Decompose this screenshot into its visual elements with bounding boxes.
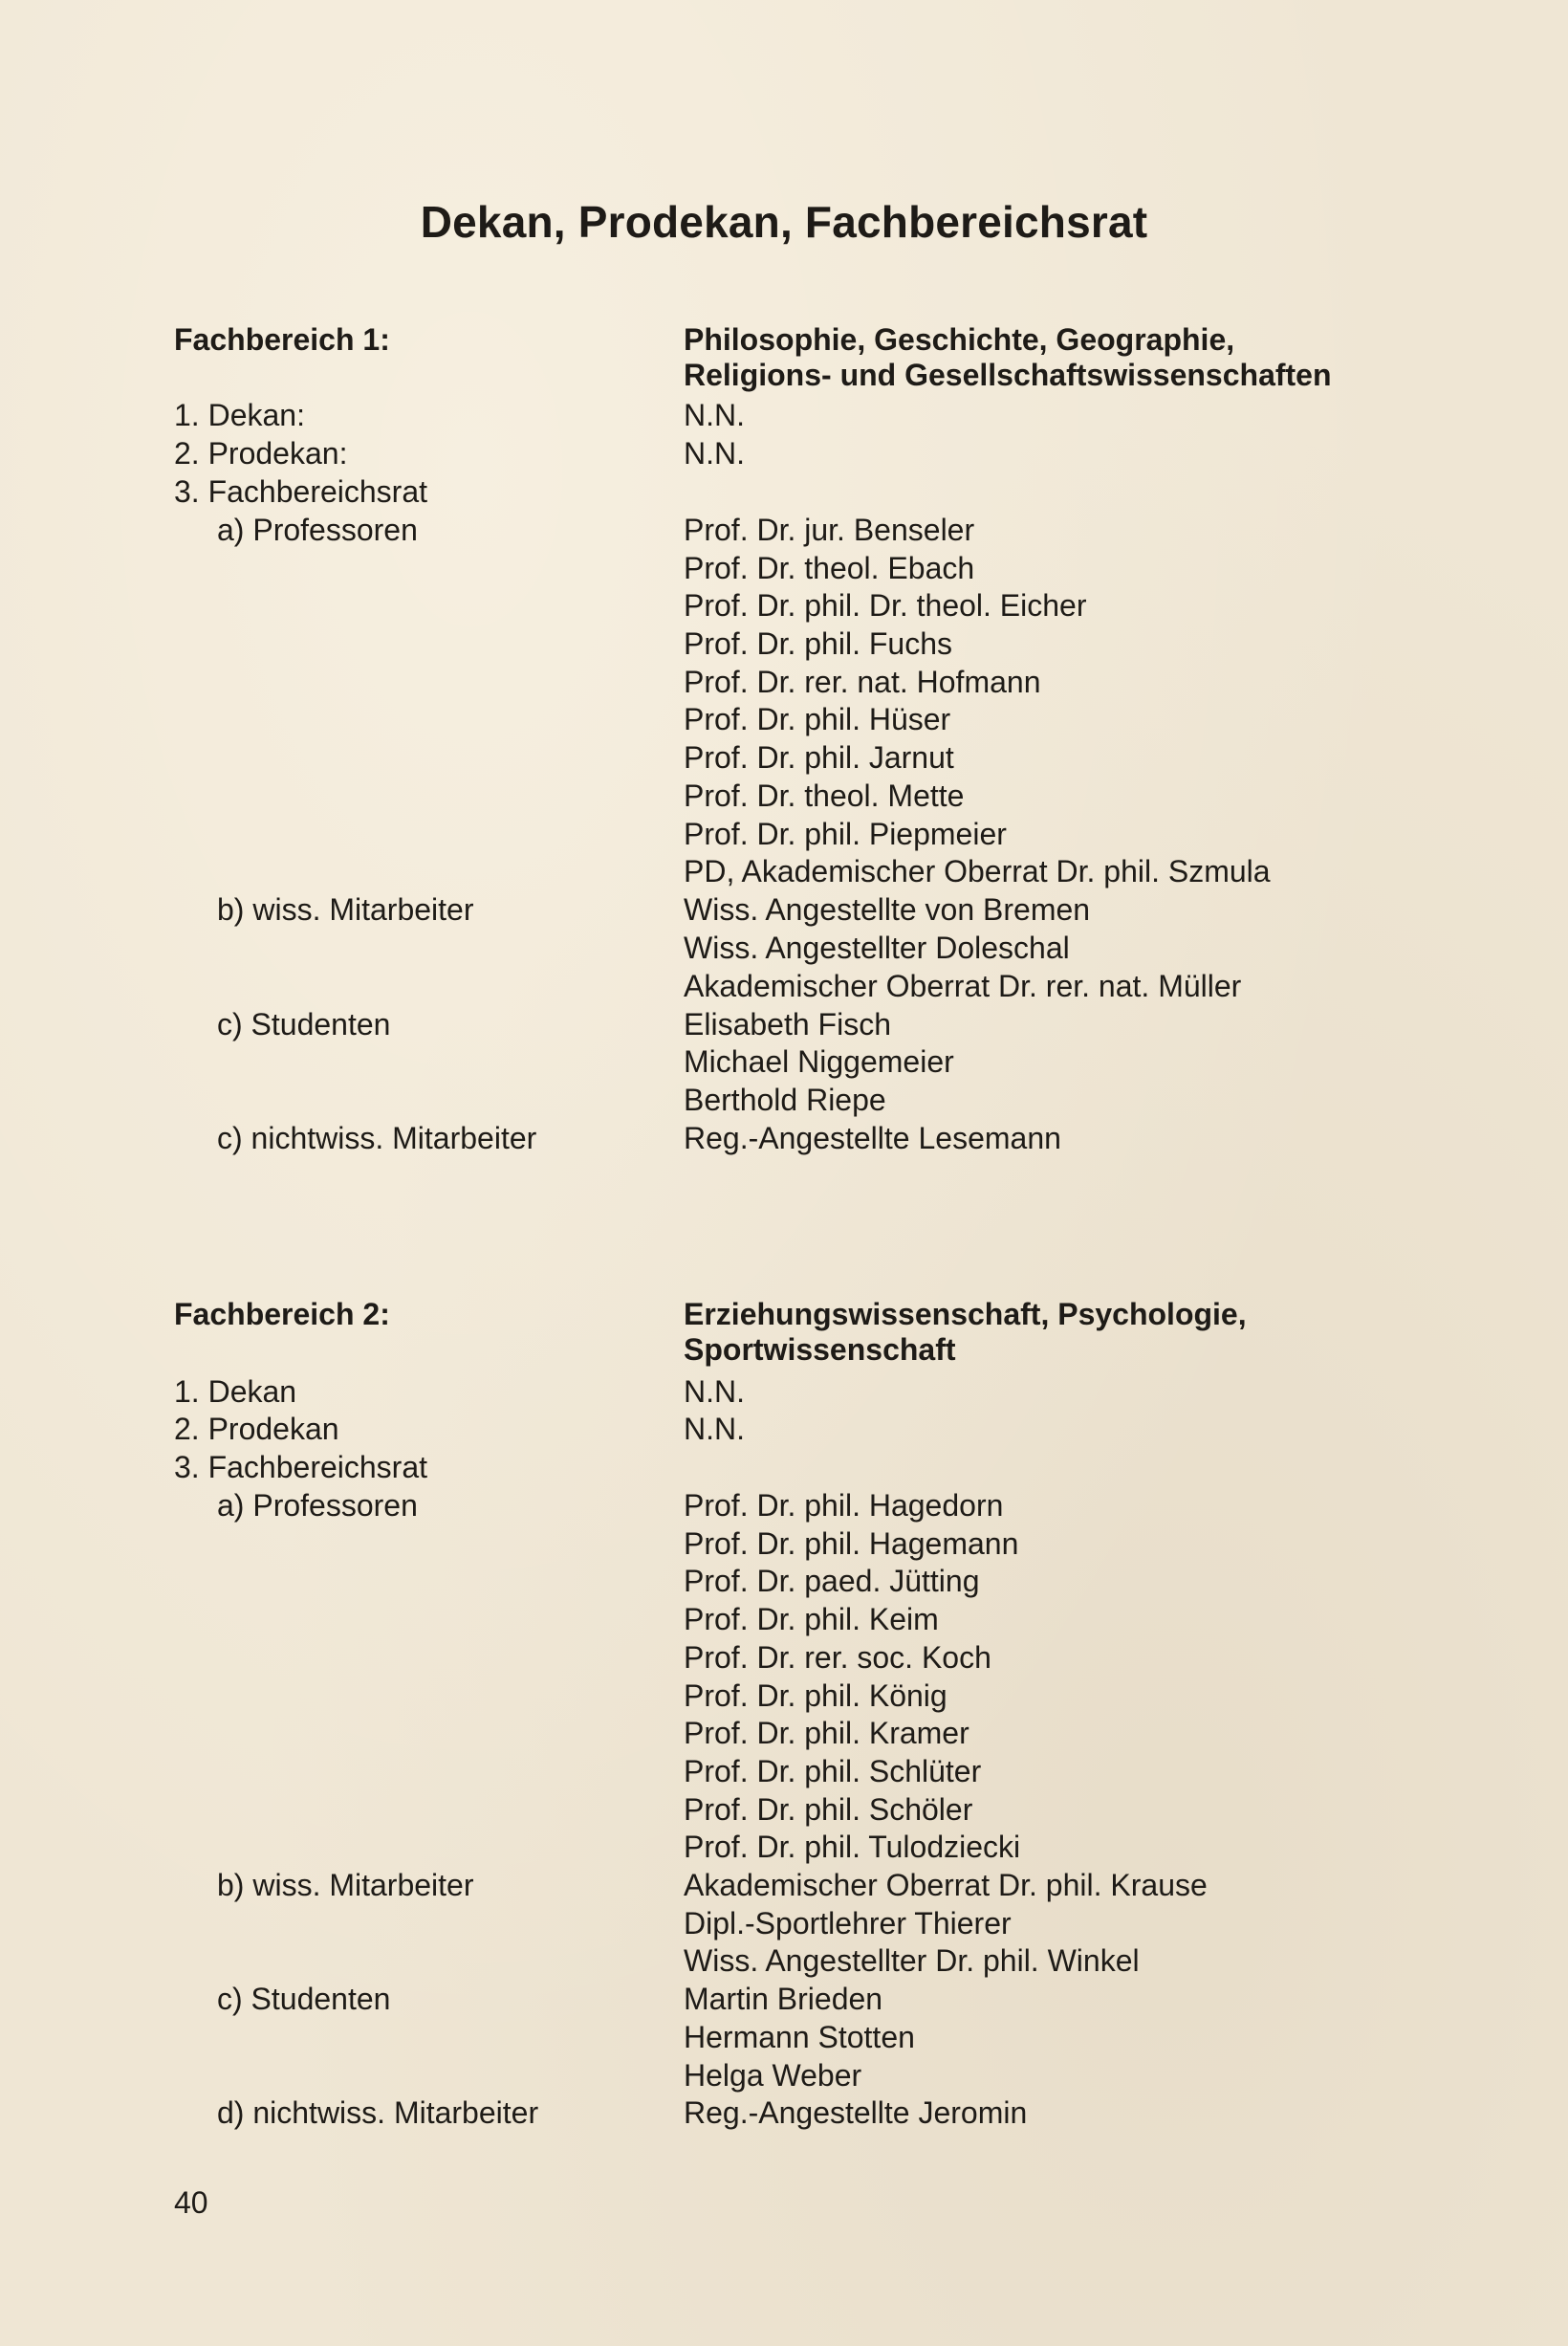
prodekan-value: N.N. bbox=[684, 436, 745, 471]
list-item: Prof. Dr. theol. Mette bbox=[684, 778, 965, 813]
list-item: Prof. Dr. phil. Dr. theol. Eicher bbox=[684, 588, 1087, 623]
list-item: Akademischer Oberrat Dr. rer. nat. Müller bbox=[684, 969, 1242, 1003]
list-item: Prof. Dr. phil. Hagedorn bbox=[684, 1488, 1004, 1523]
wiss-mitarbeiter-label: b) wiss. Mitarbeiter bbox=[217, 892, 474, 927]
page-number: 40 bbox=[174, 2185, 208, 2220]
prodekan-value: N.N. bbox=[684, 1412, 745, 1446]
list-item: Prof. Dr. theol. Ebach bbox=[684, 551, 975, 585]
list-item: Prof. Dr. phil. Kramer bbox=[684, 1716, 969, 1750]
list-item: Wiss. Angestellter Doleschal bbox=[684, 931, 1070, 965]
prodekan-label: 2. Prodekan bbox=[174, 1412, 339, 1446]
list-item: Wiss. Angestellte von Bremen bbox=[684, 892, 1091, 927]
list-item: Hermann Stotten bbox=[684, 2020, 915, 2054]
list-item: Prof. Dr. phil. König bbox=[684, 1678, 947, 1713]
list-item: Elisabeth Fisch bbox=[684, 1007, 891, 1041]
list-item: Berthold Riepe bbox=[684, 1083, 886, 1117]
list-item: Prof. Dr. paed. Jütting bbox=[684, 1564, 980, 1598]
nichtwiss-mitarbeiter-label: d) nichtwiss. Mitarbeiter bbox=[217, 2095, 539, 2130]
list-item: Akademischer Oberrat Dr. phil. Krause bbox=[684, 1868, 1208, 1902]
nichtwiss-mitarbeiter-label: c) nichtwiss. Mitarbeiter bbox=[217, 1121, 537, 1155]
fachbereichsrat-label: 3. Fachbereichsrat bbox=[174, 1450, 428, 1484]
list-item: Prof. Dr. rer. soc. Koch bbox=[684, 1640, 991, 1675]
list-item: Prof. Dr. phil. Schöler bbox=[684, 1792, 973, 1827]
section-subject-line-2: Religions- und Gesellschaftswissenschaften bbox=[684, 358, 1332, 392]
list-item: Prof. Dr. phil. Schlüter bbox=[684, 1754, 982, 1788]
list-item: Prof. Dr. phil. Fuchs bbox=[684, 626, 952, 661]
professoren-label: a) Professoren bbox=[217, 513, 418, 547]
studenten-label: c) Studenten bbox=[217, 1982, 391, 2016]
list-item: Dipl.-Sportlehrer Thierer bbox=[684, 1906, 1012, 1940]
list-item: Reg.-Angestellte Lesemann bbox=[684, 1121, 1061, 1155]
list-item: Prof. Dr. phil. Jarnut bbox=[684, 740, 954, 775]
section-subject-line-1: Philosophie, Geschichte, Geographie, bbox=[684, 322, 1235, 357]
section-heading: Fachbereich 2: bbox=[174, 1297, 390, 1331]
wiss-mitarbeiter-label: b) wiss. Mitarbeiter bbox=[217, 1868, 474, 1902]
dekan-label: 1. Dekan: bbox=[174, 398, 305, 432]
fachbereichsrat-label: 3. Fachbereichsrat bbox=[174, 474, 428, 509]
list-item: Prof. Dr. phil. Tulodziecki bbox=[684, 1830, 1021, 1864]
dekan-value: N.N. bbox=[684, 1374, 745, 1409]
list-item: Martin Brieden bbox=[684, 1982, 883, 2016]
list-item: Reg.-Angestellte Jeromin bbox=[684, 2095, 1028, 2130]
section-subject-line-1: Erziehungswissenschaft, Psychologie, bbox=[684, 1297, 1247, 1331]
studenten-label: c) Studenten bbox=[217, 1007, 391, 1041]
list-item: PD, Akademischer Oberrat Dr. phil. Szmula bbox=[684, 854, 1271, 888]
prodekan-label: 2. Prodekan: bbox=[174, 436, 348, 471]
list-item: Helga Weber bbox=[684, 2058, 862, 2093]
section-heading: Fachbereich 1: bbox=[174, 322, 390, 357]
section-subject-line-2: Sportwissenschaft bbox=[684, 1332, 956, 1367]
list-item: Prof. Dr. jur. Benseler bbox=[684, 513, 975, 547]
list-item: Prof. Dr. phil. Hagemann bbox=[684, 1526, 1019, 1561]
dekan-label: 1. Dekan bbox=[174, 1374, 297, 1409]
list-item: Prof. Dr. phil. Piepmeier bbox=[684, 817, 1007, 851]
list-item: Prof. Dr. phil. Keim bbox=[684, 1602, 939, 1636]
professoren-label: a) Professoren bbox=[217, 1488, 418, 1523]
list-item: Wiss. Angestellter Dr. phil. Winkel bbox=[684, 1943, 1140, 1978]
list-item: Michael Niggemeier bbox=[684, 1044, 954, 1079]
list-item: Prof. Dr. phil. Hüser bbox=[684, 702, 951, 736]
dekan-value: N.N. bbox=[684, 398, 745, 432]
list-item: Prof. Dr. rer. nat. Hofmann bbox=[684, 665, 1041, 699]
page-title: Dekan, Prodekan, Fachbereichsrat bbox=[420, 197, 1148, 247]
